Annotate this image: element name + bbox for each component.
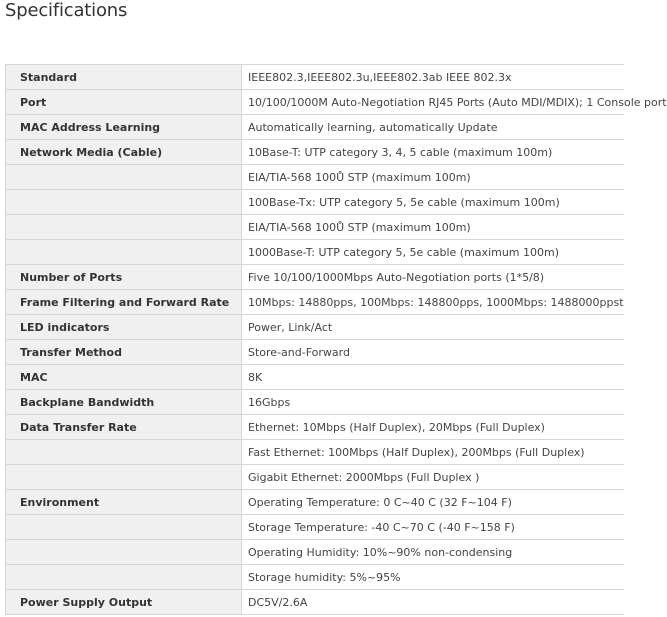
spec-value: Storage Temperature: -40 C~70 C (-40 F~158 F): [242, 515, 625, 540]
spec-row: [6, 140, 625, 165]
spec-value: Operating Temperature: 0 C~40 C (32 F~104 F): [242, 490, 625, 515]
spec-label: Transfer Method: [6, 340, 242, 365]
spec-row: [6, 265, 625, 290]
spec-row: [6, 465, 625, 490]
spec-row: [6, 390, 625, 415]
spec-row: [6, 365, 625, 390]
spec-value: EIA/TIA-568 100Ů STP (maximum 100m): [242, 165, 625, 190]
spec-value: EIA/TIA-568 100Ů STP (maximum 100m): [242, 215, 625, 240]
spec-label: MAC: [6, 365, 242, 390]
spec-value: Automatically learning, automatically Update: [242, 115, 625, 140]
spec-value: 10Mbps: 14880pps, 100Mbps: 148800pps, 1000Mbps: 1488000ppst: [242, 290, 625, 315]
spec-label: Port: [6, 90, 242, 115]
spec-value: Ethernet: 10Mbps (Half Duplex), 20Mbps (Full Duplex): [242, 415, 625, 440]
spec-row: [6, 440, 625, 465]
spec-row: [6, 540, 625, 565]
spec-row: [6, 590, 625, 615]
spec-value: Store-and-Forward: [242, 340, 625, 365]
spec-value: Fast Ethernet: 100Mbps (Half Duplex), 200Mbps (Full Duplex): [242, 440, 625, 465]
spec-row: [6, 240, 625, 265]
spec-label: [6, 190, 242, 215]
spec-value: Power, Link/Act: [242, 315, 625, 340]
spec-label: [6, 215, 242, 240]
spec-label: Frame Filtering and Forward Rate: [6, 290, 242, 315]
spec-value: IEEE802.3,IEEE802.3u,IEEE802.3ab IEEE 802.3x: [242, 65, 625, 90]
spec-row: [6, 190, 625, 215]
spec-value: 16Gbps: [242, 390, 625, 415]
spec-row: [6, 340, 625, 365]
spec-row: [6, 165, 625, 190]
spec-value: DC5V/2.6A: [242, 590, 625, 615]
spec-row: [6, 565, 625, 590]
spec-label: [6, 565, 242, 590]
spec-value: 10Base-T: UTP category 3, 4, 5 cable (maximum 100m): [242, 140, 625, 165]
spec-row: [6, 215, 625, 240]
spec-value: Storage humidity: 5%~95%: [242, 565, 625, 590]
specifications-table-body: [6, 65, 667, 615]
spec-label: Data Transfer Rate: [6, 415, 242, 440]
spec-row: [6, 290, 625, 315]
spec-label: Number of Ports: [6, 265, 242, 290]
spec-value: 8K: [242, 365, 625, 390]
spec-label: LED indicators: [6, 315, 242, 340]
spec-label: MAC Address Learning: [6, 115, 242, 140]
spec-row: [6, 65, 625, 90]
spec-label: [6, 440, 242, 465]
spec-row: [6, 90, 625, 115]
spec-value: Operating Humidity: 10%~90% non-condensing: [242, 540, 625, 565]
specifications-table: [5, 64, 667, 615]
spec-value: Five 10/100/1000Mbps Auto-Negotiation ports (1*5/8): [242, 265, 625, 290]
spec-label: [6, 165, 242, 190]
spec-row: [6, 490, 625, 515]
spec-label: [6, 540, 242, 565]
spec-value: 1000Base-T: UTP category 5, 5e cable (maximum 100m): [242, 240, 625, 265]
spec-label: [6, 240, 242, 265]
spec-label: Standard: [6, 65, 242, 90]
spec-row: [6, 415, 625, 440]
spec-row: [6, 115, 625, 140]
spec-row: [6, 315, 625, 340]
spec-label: [6, 515, 242, 540]
spec-value: 100Base-Tx: UTP category 5, 5e cable (maximum 100m): [242, 190, 625, 215]
spec-label: Backplane Bandwidth: [6, 390, 242, 415]
spec-label: [6, 465, 242, 490]
spec-value: Gigabit Ethernet: 2000Mbps (Full Duplex ): [242, 465, 625, 490]
spec-value: 10/100/1000M Auto-Negotiation RJ45 Ports (Auto MDI/MDIX); 1 Console port: [242, 90, 625, 115]
spec-label: Power Supply Output: [6, 590, 242, 615]
spec-label: Network Media (Cable): [6, 140, 242, 165]
page-title: Specifications: [5, 0, 128, 21]
spec-label: Environment: [6, 490, 242, 515]
spec-row: [6, 515, 625, 540]
